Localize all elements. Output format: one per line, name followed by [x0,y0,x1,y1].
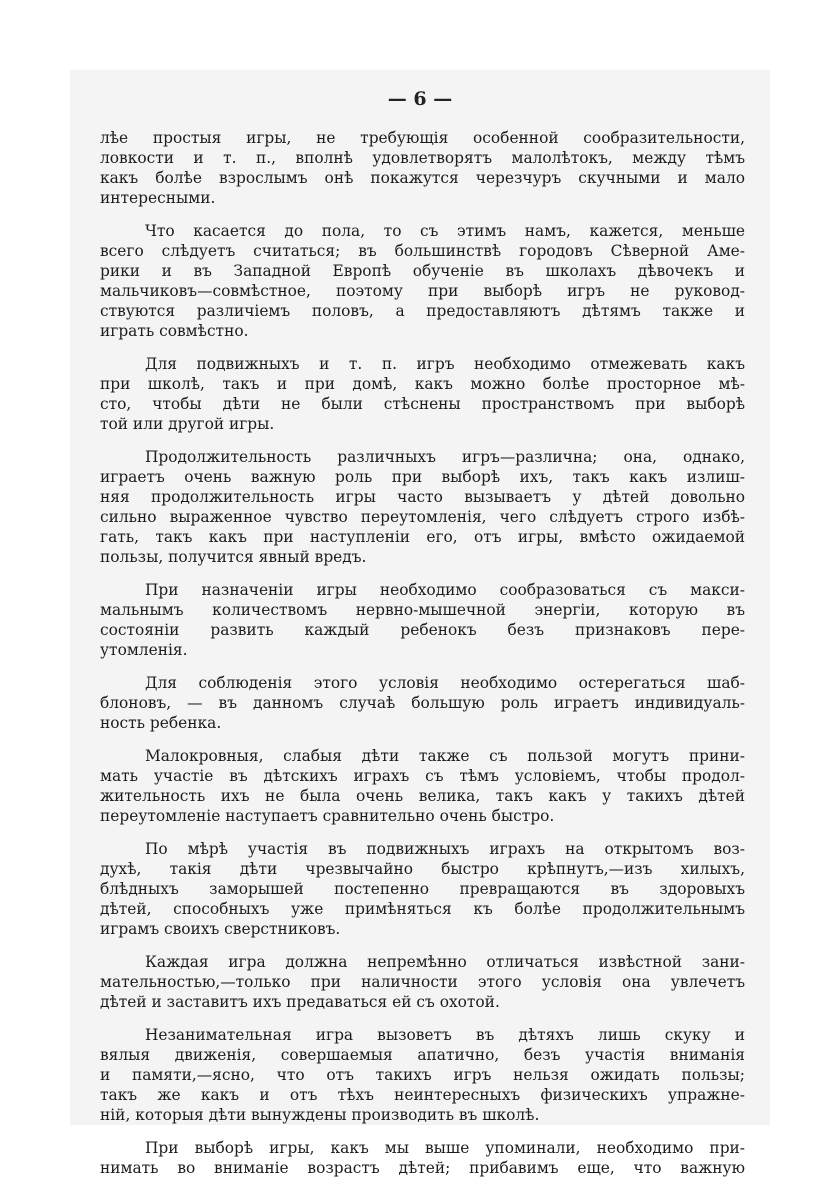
paragraph-gap [100,341,745,354]
text-line: сильно выраженное чувство переутомленія, чего слѣдуетъ строго избѣ- [100,508,745,526]
text-line: играть совмѣстно. [100,322,249,340]
paragraph [100,952,745,1012]
paragraph [100,447,745,567]
text-line: переутомленіе наступаетъ сравнительно очень быстро. [100,807,555,825]
text-line: Что касается до пола, то съ этимъ намъ, кажется, меньше [145,222,745,240]
text-line: Для соблюденія этого условія необходимо остерегаться шаб- [145,674,745,692]
text-line: блоновъ, — въ данномъ случаѣ большую роль играетъ индивидуаль- [100,694,745,712]
text-line: Продолжительность различныхъ игръ—различна; она, однако, [145,448,745,466]
text-line: мальнымъ количествомъ нервно-мышечной энергіи, которую въ [100,601,745,619]
paragraph [100,1025,745,1125]
text-line: пользы, получится явный вредъ. [100,548,367,566]
text-line: ствуются различіемъ половъ, а предоставляютъ дѣтямъ также и [100,302,745,320]
paragraph [100,128,745,208]
paragraph-gap [100,1012,745,1025]
text-line: рики и въ Западной Европѣ обученіе въ школахъ дѣвочекъ и [100,262,745,280]
text-line: интересными. [100,189,216,207]
text-line: Малокровныя, слабыя дѣти также съ пользой могутъ прини- [145,747,745,765]
text-line: мальчиковъ—совмѣстное, поэтому при выборѣ игръ не руковод- [100,282,745,300]
text-line: Каждая игра должна непремѣнно отличаться извѣстной зани- [145,953,745,971]
text-line: ность ребенка. [100,714,222,732]
text-line: духѣ, такія дѣти чрезвычайно быстро крѣпнутъ,—изъ хилыхъ, [100,860,745,878]
text-line: и памяти,—ясно, что отъ такихъ игръ нельзя ожидать пользы; [100,1066,745,1084]
book-page [70,70,770,1177]
paragraph-gap [100,826,745,839]
paragraph [100,839,745,939]
text-line: мать участіе въ дѣтскихъ играхъ съ тѣмъ условіемъ, чтобы продол- [100,767,745,785]
text-line: лѣе простыя игры, не требующія особенной сообразительности, [100,129,745,147]
text-line: ній, которыя дѣти вынуждены производить въ школѣ. [100,1106,540,1124]
text-line: вялыя движенія, совершаемыя апатично, безъ участія вниманія [100,1046,745,1064]
body-text [100,128,745,1178]
text-line: нимать во вниманіе возрастъ дѣтей; прибавимъ еще, что важную [100,1159,745,1177]
paragraph [100,354,745,434]
paragraph [100,746,745,826]
text-line: сто, чтобы дѣти не были стѣснены пространствомъ при выборѣ [100,395,745,413]
text-line: всего слѣдуетъ считаться; въ большинствѣ городовъ Сѣверной Аме- [100,242,745,260]
text-line: состояніи развить каждый ребенокъ безъ признаковъ пере- [100,621,745,639]
text-line: утомленія. [100,641,188,659]
page-number: — 6 — [387,88,453,110]
text-line: жительность ихъ не была очень велика, такъ какъ у такихъ дѣтей [100,787,745,805]
paragraph [100,221,745,341]
paragraph [100,580,745,660]
text-line: дѣтей, способныхъ уже примѣняться къ болѣе продолжительнымъ [100,900,745,918]
paragraph [100,673,745,733]
text-line: няя продолжительность игры часто вызываетъ у дѣтей довольно [100,488,745,506]
text-line: мательностью,—только при наличности этого условія она увлечетъ [100,973,745,991]
text-line: играмъ своихъ сверстниковъ. [100,920,341,938]
text-line: дѣтей и заставитъ ихъ предаваться ей съ охотой. [100,993,500,1011]
paragraph-gap [100,939,745,952]
paragraph-gap [100,208,745,221]
paragraph-gap [100,660,745,673]
text-line: гать, такъ какъ при наступленіи его, отъ игры, вмѣсто ожидаемой [100,528,745,546]
text-line: ловкости и т. п., вполнѣ удовлетворятъ малолѣтокъ, между тѣмъ [100,149,745,167]
paragraph-gap [100,733,745,746]
text-line: той или другой игры. [100,415,275,433]
paragraph [100,1138,745,1178]
paragraph-gap [100,1125,745,1138]
text-line: При назначеніи игры необходимо сообразоваться съ макси- [145,581,745,599]
text-line: При выборѣ игры, какъ мы выше упоминали, необходимо при- [145,1139,745,1157]
text-line: блѣдныхъ заморышей постепенно превращаются въ здоровыхъ [100,880,745,898]
text-line: какъ болѣе взрослымъ онѣ покажутся черезчуръ скучными и мало [100,169,745,187]
text-line: Незанимательная игра вызоветъ въ дѣтяхъ лишь скуку и [145,1026,745,1044]
text-line: такъ же какъ и отъ тѣхъ неинтересныхъ физическихъ упражне- [100,1086,745,1104]
text-line: По мѣрѣ участія въ подвижныхъ играхъ на открытомъ воз- [145,840,745,858]
paragraph-gap [100,567,745,580]
paragraph-gap [100,434,745,447]
text-line: при школѣ, такъ и при домѣ, какъ можно болѣе просторное мѣ- [100,375,745,393]
text-line: играетъ очень важную роль при выборѣ ихъ, такъ какъ излиш- [100,468,745,486]
text-line: Для подвижныхъ и т. п. игръ необходимо отмежевать какъ [145,355,745,373]
